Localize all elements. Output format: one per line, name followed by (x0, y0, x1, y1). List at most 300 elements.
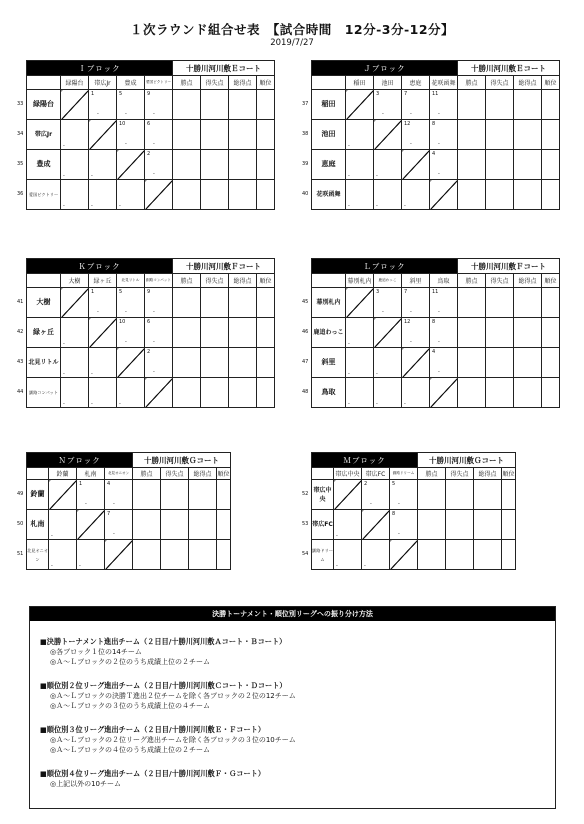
row-number: 38 (302, 131, 309, 137)
stat-cell (201, 150, 229, 180)
match-cell (402, 120, 430, 150)
column-header-stat: 総得点 (514, 76, 542, 90)
block-name: Ｌブロック (312, 259, 458, 274)
score-separator: - (438, 111, 440, 117)
column-header-stat: 総得点 (474, 468, 502, 480)
row-number: 46 (302, 329, 309, 335)
allocation-method-box (29, 606, 556, 809)
row-number: 52 (302, 491, 309, 497)
stat-cell (229, 348, 257, 378)
score-separator: - (119, 203, 121, 209)
stat-cell (502, 540, 516, 570)
match-number: 1 (91, 289, 95, 295)
row-team-name: 帯広Jr (27, 120, 61, 150)
stat-cell (542, 348, 560, 378)
stat-cell (458, 378, 486, 408)
score-separator: - (85, 501, 87, 507)
match-cell (49, 510, 77, 540)
score-separator: - (410, 111, 412, 117)
score-separator: - (376, 401, 378, 407)
match-cell (402, 378, 430, 408)
self-match-cell (346, 288, 374, 318)
match-cell (61, 150, 89, 180)
score-separator: - (438, 171, 440, 177)
row-team-name: 北見リトル (27, 348, 61, 378)
stat-cell (161, 540, 189, 570)
match-number: 4 (107, 481, 111, 487)
row-team-name: 斜里 (312, 348, 346, 378)
allocation-section-line: ◎Ａ～Ｌブロックの２位のうち成績上位の２チーム (50, 658, 210, 666)
stat-cell (446, 510, 474, 540)
stat-cell (257, 318, 275, 348)
match-cell (117, 180, 145, 210)
stat-cell (458, 180, 486, 210)
match-number: 10 (119, 319, 126, 325)
self-match-cell (77, 510, 105, 540)
stat-cell (458, 150, 486, 180)
stat-cell (173, 150, 201, 180)
self-match-cell (346, 90, 374, 120)
stat-cell (514, 348, 542, 378)
match-number: 12 (404, 319, 411, 325)
column-header-stat: 勝点 (458, 274, 486, 288)
column-header-team: 緑ヶ丘 (89, 274, 117, 288)
column-header-stat: 総得点 (229, 76, 257, 90)
column-header-stat: 順位 (257, 76, 275, 90)
score-separator: - (153, 369, 155, 375)
block-table-i (26, 60, 275, 210)
stat-cell (446, 480, 474, 510)
match-cell (145, 120, 173, 150)
stat-cell (514, 150, 542, 180)
score-separator: - (382, 309, 384, 315)
score-separator: - (51, 563, 53, 569)
column-header-team: 帯広FC (362, 468, 390, 480)
score-separator: - (113, 531, 115, 537)
allocation-section-heading: ■順位別４位リーグ進出チーム（２日目/十勝川河川敷Ｆ・Ｇコート） (40, 769, 266, 778)
column-header-stat: 勝点 (173, 274, 201, 288)
table-row (312, 150, 560, 180)
self-match-cell (374, 318, 402, 348)
stat-cell (542, 378, 560, 408)
self-match-cell (105, 540, 133, 570)
match-number: 4 (432, 151, 436, 157)
score-separator: - (404, 203, 406, 209)
stat-cell (418, 510, 446, 540)
self-match-cell (61, 90, 89, 120)
column-header-stat: 勝点 (458, 76, 486, 90)
match-cell (362, 480, 390, 510)
column-header-stat: 得失点 (486, 76, 514, 90)
stat-cell (542, 120, 560, 150)
stat-cell (257, 120, 275, 150)
score-separator: - (91, 203, 93, 209)
match-cell (77, 480, 105, 510)
column-header-stat: 順位 (542, 76, 560, 90)
row-number: 51 (17, 551, 24, 557)
score-separator: - (63, 203, 65, 209)
score-separator: - (63, 371, 65, 377)
self-match-cell (430, 180, 458, 210)
table-row (312, 540, 516, 570)
block-name: Ｋブロック (27, 259, 173, 274)
stat-cell (173, 378, 201, 408)
stat-cell (201, 378, 229, 408)
stat-cell (418, 480, 446, 510)
table-row (312, 348, 560, 378)
allocation-section-heading: ■順位別２位リーグ進出チーム（２日目/十勝川河川敷Ｃコート・Ｄコート） (40, 681, 287, 690)
row-number: 34 (17, 131, 24, 137)
stat-cell (173, 288, 201, 318)
stat-cell (486, 120, 514, 150)
row-team-name: 釧路ドリーム (312, 540, 334, 570)
column-header-team: 札南 (77, 468, 105, 480)
stat-cell (486, 150, 514, 180)
self-match-cell (61, 288, 89, 318)
match-cell (145, 348, 173, 378)
match-number: 7 (404, 289, 408, 295)
match-cell (374, 150, 402, 180)
self-match-cell (89, 318, 117, 348)
match-cell (77, 540, 105, 570)
column-header-team: 花咲函舞 (430, 76, 458, 90)
stat-cell (201, 318, 229, 348)
match-cell (346, 120, 374, 150)
match-cell (89, 288, 117, 318)
match-cell (117, 378, 145, 408)
stat-cell (446, 540, 474, 570)
score-separator: - (410, 339, 412, 345)
match-cell (117, 120, 145, 150)
stat-cell (173, 120, 201, 150)
score-separator: - (348, 143, 350, 149)
allocation-section-line: ◎Ａ～Ｌブロックの２位リーグ進出チームを除く各ブロックの３位の10チーム (50, 736, 296, 744)
corner-cell (27, 274, 61, 288)
row-team-name: 恵庭 (312, 150, 346, 180)
score-separator: - (398, 531, 400, 537)
row-number: 44 (17, 389, 24, 395)
match-number: 3 (376, 91, 380, 97)
column-header-stat: 勝点 (418, 468, 446, 480)
match-number: 7 (404, 91, 408, 97)
score-separator: - (125, 141, 127, 147)
stat-cell (486, 90, 514, 120)
table-row (312, 318, 560, 348)
match-cell (430, 90, 458, 120)
allocation-section-heading: ■決勝トーナメント進出チーム（２日目/十勝川河川敷Ａコート・Ｂコート） (40, 637, 287, 646)
column-header-stat: 順位 (542, 274, 560, 288)
score-separator: - (125, 309, 127, 315)
stat-cell (486, 318, 514, 348)
row-team-name: 鹿追わっこ (312, 318, 346, 348)
block-court: 十勝川河川敷Ｅコート (458, 61, 560, 76)
column-header-team: 恵庭 (402, 76, 430, 90)
match-cell (430, 318, 458, 348)
match-cell (89, 150, 117, 180)
table-row (27, 288, 275, 318)
column-header-team: 帯広中央 (334, 468, 362, 480)
stat-cell (514, 378, 542, 408)
stat-cell (474, 510, 502, 540)
block-court: 十勝川河川敷Ｆコート (458, 259, 560, 274)
score-separator: - (404, 401, 406, 407)
row-number: 47 (302, 359, 309, 365)
row-team-name: 池田 (312, 120, 346, 150)
table-row (27, 348, 275, 378)
score-separator: - (125, 339, 127, 345)
score-separator: - (438, 309, 440, 315)
match-cell (117, 318, 145, 348)
score-separator: - (153, 141, 155, 147)
stat-cell (514, 288, 542, 318)
stat-cell (201, 90, 229, 120)
block-table-n (26, 452, 231, 570)
row-team-name: 鈴蘭 (27, 480, 49, 510)
score-separator: - (153, 309, 155, 315)
stat-cell (542, 288, 560, 318)
allocation-section-line: ◎Ａ～Ｌブロックの４位のうち成績上位の２チーム (50, 746, 210, 754)
match-cell (61, 180, 89, 210)
allocation-method-title: 決勝トーナメント・順位別リーグへの振り分け方法 (30, 607, 555, 621)
column-header-stat: 得失点 (161, 468, 189, 480)
allocation-section (40, 681, 296, 711)
match-number: 1 (91, 91, 95, 97)
column-header-team: 北見リトル (117, 274, 145, 288)
page-title: １次ラウンド組合せ表 【試合時間 12分-3分-12分】 (129, 22, 455, 37)
self-match-cell (402, 348, 430, 378)
block-table-m (311, 452, 516, 570)
allocation-section-line: ◎各ブロック１位の14チーム (50, 648, 142, 656)
self-match-cell (402, 150, 430, 180)
match-number: 2 (147, 151, 151, 157)
score-separator: - (348, 371, 350, 377)
row-number: 35 (17, 161, 24, 167)
score-separator: - (398, 501, 400, 507)
column-header-team: 鹿追わっこ (374, 274, 402, 288)
corner-cell (312, 76, 346, 90)
allocation-section-line: ◎Ａ～Ｌブロックの決勝Ｔ進出２位チームを除く各ブロックの２位の12チーム (50, 692, 296, 700)
allocation-section-line: ◎上記以外の10チーム (50, 780, 122, 788)
stat-cell (201, 120, 229, 150)
column-header-team: 豊成 (117, 76, 145, 90)
table-row (312, 288, 560, 318)
row-number: 33 (17, 101, 24, 107)
match-cell (61, 348, 89, 378)
stat-cell (217, 540, 231, 570)
row-team-name: 緑ヶ丘 (27, 318, 61, 348)
stat-cell (486, 180, 514, 210)
stat-cell (486, 348, 514, 378)
stat-cell (173, 318, 201, 348)
column-header-team: 帯広Jr (89, 76, 117, 90)
match-number: 5 (119, 91, 123, 97)
stat-cell (189, 540, 217, 570)
column-header-stat: 勝点 (133, 468, 161, 480)
match-cell (334, 510, 362, 540)
stat-cell (257, 288, 275, 318)
match-cell (402, 180, 430, 210)
match-cell (61, 318, 89, 348)
match-cell (346, 348, 374, 378)
stat-cell (173, 90, 201, 120)
score-separator: - (91, 173, 93, 179)
row-team-name: 帯広FC (312, 510, 334, 540)
stat-cell (458, 348, 486, 378)
row-team-name: 稲田 (312, 90, 346, 120)
row-team-name: 札南 (27, 510, 49, 540)
match-cell (346, 150, 374, 180)
match-cell (105, 480, 133, 510)
score-separator: - (63, 401, 65, 407)
score-separator: - (97, 309, 99, 315)
table-row (312, 510, 516, 540)
self-match-cell (49, 480, 77, 510)
column-header-stat: 順位 (502, 468, 516, 480)
column-header-stat: 順位 (217, 468, 231, 480)
match-cell (430, 288, 458, 318)
row-number: 37 (302, 101, 309, 107)
stat-cell (229, 150, 257, 180)
score-separator: - (97, 111, 99, 117)
match-cell (334, 540, 362, 570)
match-cell (145, 288, 173, 318)
row-team-name: 幕別札内 (312, 288, 346, 318)
match-cell (390, 510, 418, 540)
stat-cell (229, 180, 257, 210)
allocation-section (40, 637, 286, 667)
column-header-stat: 得失点 (201, 274, 229, 288)
stat-cell (229, 120, 257, 150)
match-number: 11 (432, 91, 439, 97)
score-separator: - (91, 371, 93, 377)
score-separator: - (438, 369, 440, 375)
row-number: 49 (17, 491, 24, 497)
row-number: 50 (17, 521, 24, 527)
page-date: 2019/7/27 (270, 38, 314, 48)
row-number: 45 (302, 299, 309, 305)
column-header-team: 池田 (374, 76, 402, 90)
match-cell (89, 378, 117, 408)
score-separator: - (336, 563, 338, 569)
table-row (27, 90, 275, 120)
table-row (312, 480, 516, 510)
column-header-team: 稲田 (346, 76, 374, 90)
stat-cell (161, 480, 189, 510)
column-header-team: 幕別札内 (346, 274, 374, 288)
row-number: 36 (17, 191, 24, 197)
table-row (312, 180, 560, 210)
match-number: 4 (432, 349, 436, 355)
match-number: 1 (79, 481, 83, 487)
column-header-stat: 順位 (257, 274, 275, 288)
score-separator: - (63, 143, 65, 149)
row-team-name: 釧路コンパット (27, 378, 61, 408)
match-cell (105, 510, 133, 540)
table-row (27, 150, 275, 180)
match-cell (89, 348, 117, 378)
self-match-cell (117, 150, 145, 180)
score-separator: - (79, 563, 81, 569)
score-separator: - (125, 111, 127, 117)
stat-cell (542, 180, 560, 210)
row-team-name: 愛国ビクトリー (27, 180, 61, 210)
score-separator: - (410, 141, 412, 147)
block-name: Ｉブロック (27, 61, 173, 76)
column-header-team: 愛国ビクトリー (145, 76, 173, 90)
corner-cell (27, 76, 61, 90)
stat-cell (201, 348, 229, 378)
self-match-cell (89, 120, 117, 150)
block-table-l (311, 258, 560, 408)
match-cell (61, 120, 89, 150)
column-header-stat: 得失点 (486, 274, 514, 288)
self-match-cell (334, 480, 362, 510)
match-number: 2 (364, 481, 368, 487)
corner-cell (312, 274, 346, 288)
match-cell (402, 318, 430, 348)
stat-cell (189, 480, 217, 510)
match-number: 9 (147, 289, 151, 295)
stat-cell (229, 90, 257, 120)
match-cell (402, 288, 430, 318)
match-number: 8 (392, 511, 396, 517)
stat-cell (201, 288, 229, 318)
row-number: 53 (302, 521, 309, 527)
column-header-stat: 総得点 (229, 274, 257, 288)
self-match-cell (117, 348, 145, 378)
match-cell (374, 288, 402, 318)
row-number: 41 (17, 299, 24, 305)
match-number: 2 (147, 349, 151, 355)
column-header-team: 釧路コンパット (145, 274, 173, 288)
score-separator: - (51, 533, 53, 539)
row-number: 48 (302, 389, 309, 395)
table-row (27, 180, 275, 210)
allocation-section (40, 725, 296, 755)
match-cell (145, 150, 173, 180)
column-header-stat: 総得点 (514, 274, 542, 288)
stat-cell (217, 510, 231, 540)
stat-cell (257, 378, 275, 408)
block-table-j (311, 60, 560, 210)
self-match-cell (145, 378, 173, 408)
score-separator: - (348, 341, 350, 347)
score-separator: - (370, 501, 372, 507)
self-match-cell (374, 120, 402, 150)
stat-cell (201, 180, 229, 210)
column-header-team: 大樹 (61, 274, 89, 288)
corner-cell (27, 468, 49, 480)
match-cell (374, 348, 402, 378)
score-separator: - (336, 533, 338, 539)
column-header-stat: 得失点 (446, 468, 474, 480)
column-header-stat: 勝点 (173, 76, 201, 90)
stat-cell (458, 318, 486, 348)
match-number: 3 (376, 289, 380, 295)
column-header-team: 鳥取 (430, 274, 458, 288)
column-header-stat: 得失点 (201, 76, 229, 90)
score-separator: - (376, 173, 378, 179)
stat-cell (458, 288, 486, 318)
stat-cell (217, 480, 231, 510)
stat-cell (458, 90, 486, 120)
stat-cell (257, 180, 275, 210)
score-separator: - (153, 339, 155, 345)
match-cell (346, 180, 374, 210)
score-separator: - (91, 401, 93, 407)
column-header-team: 北見オニオン (105, 468, 133, 480)
match-cell (374, 90, 402, 120)
